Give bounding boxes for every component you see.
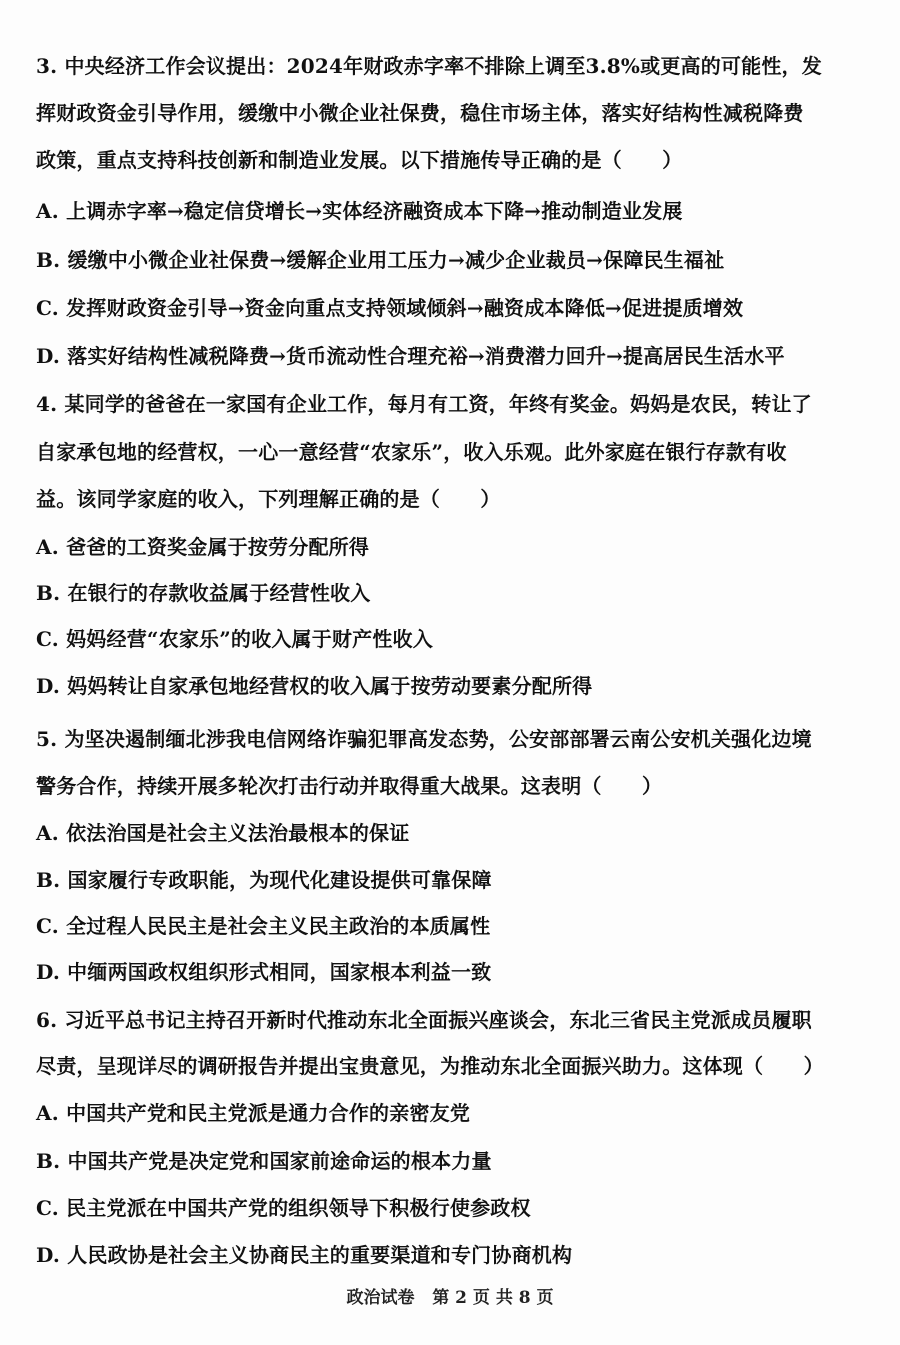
question-6-number: 6. bbox=[36, 1008, 58, 1032]
question-4-option-c: C. 妈妈经营“农家乐”的收入属于财产性收入 bbox=[36, 627, 433, 651]
question-3-number: 3. bbox=[36, 54, 58, 78]
question-4-stem-line-3: 益。该同学家庭的收入，下列理解正确的是（ ） bbox=[36, 487, 501, 511]
question-3-option-a: A. 上调赤字率→稳定信贷增长→实体经济融资成本下降→推动制造业发展 bbox=[36, 199, 683, 223]
question-3-option-d: D. 落实好结构性减税降费→货币流动性合理充裕→消费潜力回升→提高居民生活水平 bbox=[36, 344, 785, 368]
question-5-option-c: C. 全过程人民民主是社会主义民主政治的本质属性 bbox=[36, 914, 491, 938]
question-5-option-a: A. 依法治国是社会主义法治最根本的保证 bbox=[36, 821, 410, 845]
question-4-stem-line-1: 4. 某同学的爸爸在一家国有企业工作，每月有工资，年终有奖金。妈妈是农民，转让了 bbox=[36, 392, 812, 416]
question-3-option-c: C. 发挥财政资金引导→资金向重点支持领域倾斜→融资成本降低→促进提质增效 bbox=[36, 296, 744, 320]
question-6-stem-line-1: 6. 习近平总书记主持召开新时代推动东北全面振兴座谈会，东北三省民主党派成员履职 bbox=[36, 1008, 812, 1032]
footer-page-info: 第 2 页 共 8 页 bbox=[432, 1288, 554, 1308]
question-5-option-b: B. 国家履行专政职能，为现代化建设提供可靠保障 bbox=[36, 868, 492, 892]
question-4-number: 4. bbox=[36, 392, 58, 416]
question-6-option-b: B. 中国共产党是决定党和国家前途命运的根本力量 bbox=[36, 1149, 492, 1173]
footer-subject: 政治试卷 bbox=[346, 1288, 415, 1308]
question-3-option-b: B. 缓缴中小微企业社保费→缓解企业用工压力→减少企业裁员→保障民生福祉 bbox=[36, 248, 725, 272]
question-6-option-a: A. 中国共产党和民主党派是通力合作的亲密友党 bbox=[36, 1101, 471, 1125]
question-4-stem-line-2: 自家承包地的经营权，一心一意经营“农家乐”，收入乐观。此外家庭在银行存款有收 bbox=[36, 440, 787, 464]
question-5-stem-line-2: 警务合作，持续开展多轮次打击行动并取得重大战果。这表明（ ） bbox=[36, 774, 663, 798]
question-4-option-d: D. 妈妈转让自家承包地经营权的收入属于按劳动要素分配所得 bbox=[36, 674, 593, 698]
page-footer bbox=[0, 1287, 900, 1309]
question-6-option-d: D. 人民政协是社会主义协商民主的重要渠道和专门协商机构 bbox=[36, 1243, 573, 1267]
question-4-option-a: A. 爸爸的工资奖金属于按劳分配所得 bbox=[36, 535, 370, 559]
question-5-number: 5. bbox=[36, 727, 58, 751]
question-3-stem-line-1: 3. 中央经济工作会议提出：2024年财政赤字率不排除上调至3.8%或更高的可能性，发 bbox=[36, 54, 822, 78]
question-4-option-b: B. 在银行的存款收益属于经营性收入 bbox=[36, 581, 371, 605]
question-3-stem-line-3: 政策，重点支持科技创新和制造业发展。以下措施传导正确的是（ ） bbox=[36, 148, 683, 172]
question-6-option-c: C. 民主党派在中国共产党的组织领导下积极行使参政权 bbox=[36, 1196, 531, 1220]
question-5-stem-line-1: 5. 为坚决遏制缅北涉我电信网络诈骗犯罪高发态势，公安部部署云南公安机关强化边境 bbox=[36, 727, 812, 751]
question-5-option-d: D. 中缅两国政权组织形式相同，国家根本利益一致 bbox=[36, 960, 492, 984]
question-3-stem-line-2: 挥财政资金引导作用，缓缴中小微企业社保费，稳住市场主体，落实好结构性减税降费 bbox=[36, 101, 804, 125]
question-6-stem-line-2: 尽责，呈现详尽的调研报告并提出宝贵意见，为推动东北全面振兴助力。这体现（ ） bbox=[36, 1054, 824, 1078]
